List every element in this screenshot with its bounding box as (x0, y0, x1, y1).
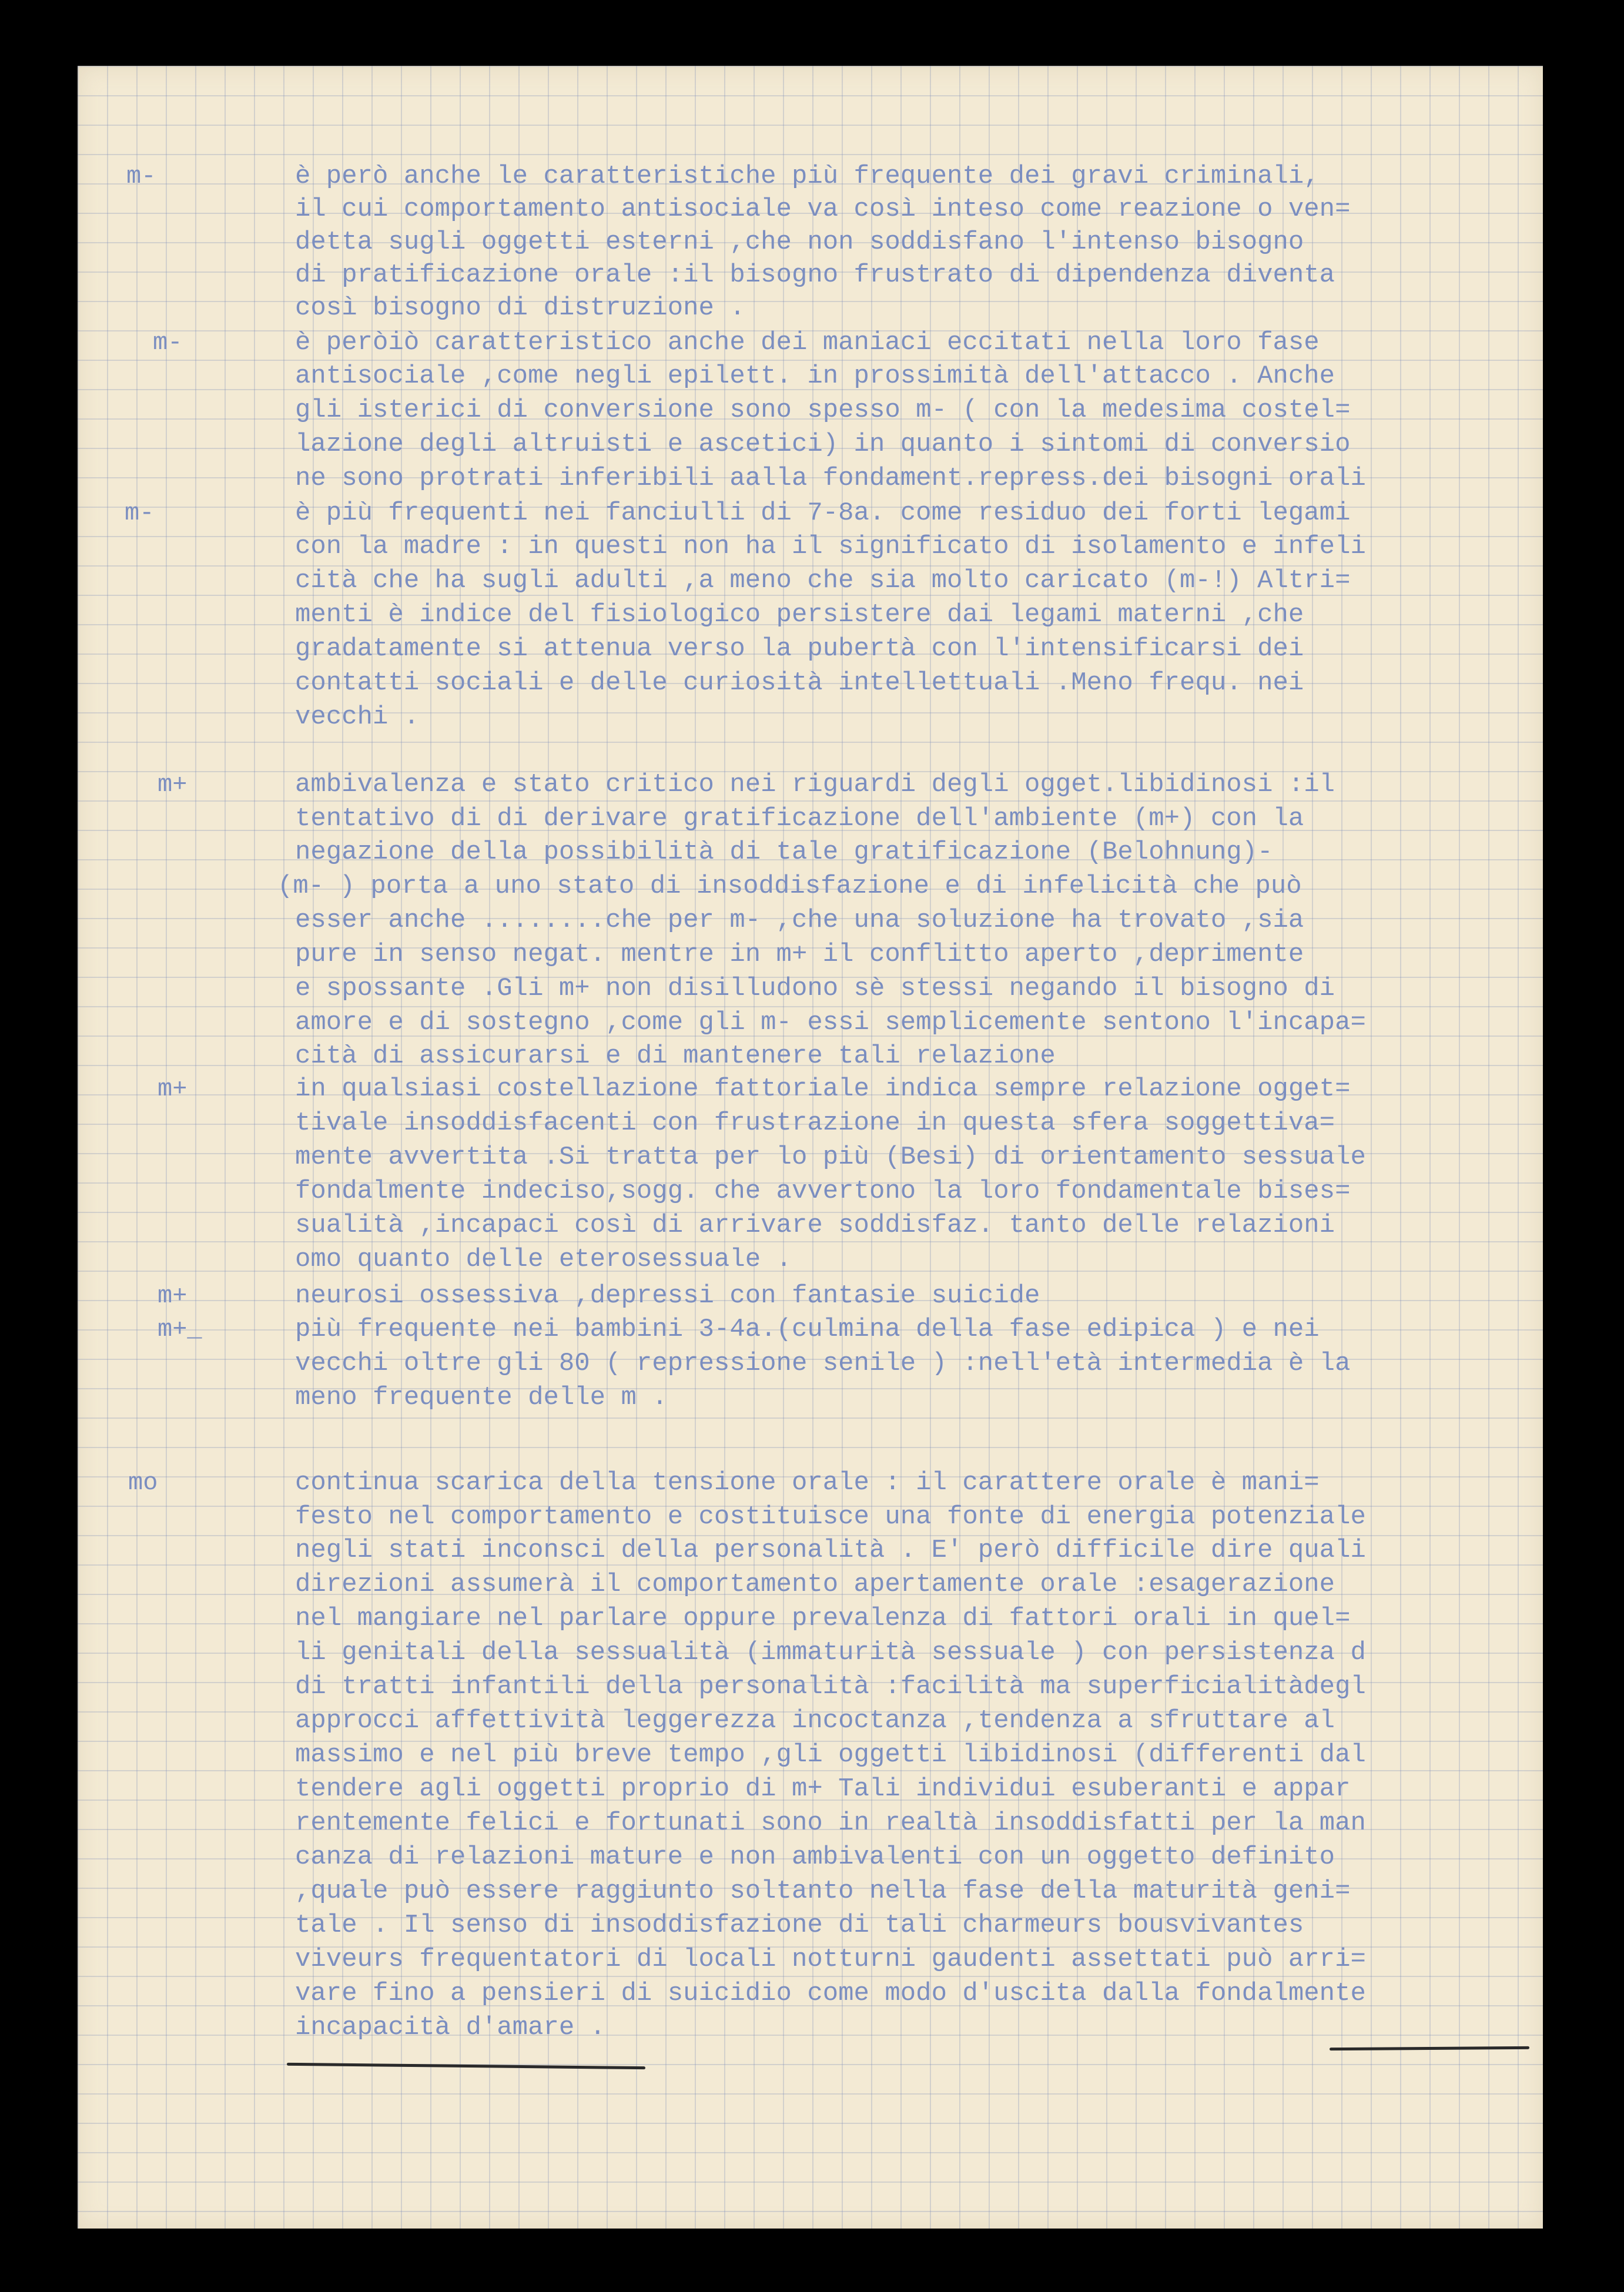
text-line: meno frequente delle m . (295, 1383, 668, 1412)
text-line: mente avvertita .Si tratta per lo più (Besi) di orientamento sessuale (295, 1142, 1366, 1172)
text-line: detta sugli oggetti esterni ,che non soddisfano l'intenso bisogno (295, 227, 1304, 257)
text-line: vecchi oltre gli 80 ( repressione senile ) :nell'età intermedia è la (295, 1349, 1351, 1378)
text-line: direzioni assumerà il comportamento apertamente orale :esagerazione (295, 1570, 1335, 1599)
text-line: amore e di sostegno ,come gli m- essi semplicemente sentono l'incapa= (295, 1008, 1366, 1037)
text-line: neurosi ossessiva ,depressi con fantasie suicide (295, 1281, 1040, 1311)
text-line: tentativo di di derivare gratificazione dell'ambiente (m+) con la (295, 804, 1304, 833)
text-line: incapacità d'amare . (295, 2013, 606, 2042)
text-line: più frequente nei bambini 3-4a.(culmina della fase edipica ) e nei (295, 1315, 1320, 1344)
text-line: con la madre : in questi non ha il significato di isolamento e infeli (295, 532, 1366, 561)
text-line: cità di assicurarsi e di mantenere tali relazione (295, 1041, 1056, 1071)
text-line: esser anche ........che per m- ,che una soluzione ha trovato ,sia (295, 906, 1304, 935)
text-line: continua scarica della tensione orale : il carattere orale è mani= (295, 1468, 1320, 1497)
text-line: di tratti infantili della personalità :facilità ma superficialitàdegl (295, 1672, 1366, 1701)
text-line: ,quale può essere raggiunto soltanto nella fase della maturità geni= (295, 1877, 1351, 1906)
text-line: così bisogno di distruzione . (295, 293, 745, 323)
text-line: festo nel comportamento e costituisce una fonte di energia potenziale (295, 1502, 1366, 1532)
text-line: vare fino a pensieri di suicidio come modo d'uscita dalla fondalmente (295, 1979, 1366, 2008)
text-line: (m- ) porta a uno stato di insoddisfazione e di infelicità che può (277, 872, 1302, 901)
text-line: vecchi . (295, 702, 420, 732)
margin-mark: m- (125, 499, 155, 527)
text-line: pure in senso negat. mentre in m+ il conflitto aperto ,deprimente (295, 940, 1304, 969)
text-line: è più frequenti nei fanciulli di 7-8a. come residuo dei forti legami (295, 498, 1351, 528)
text-line: canza di relazioni mature e non ambivalenti con un oggetto definito (295, 1842, 1335, 1872)
text-line: cità che ha sugli adulti ,a meno che sia molto caricato (m-!) Altri= (295, 566, 1351, 595)
text-line: è peròiò caratteristico anche dei maniaci eccitati nella loro fase (295, 328, 1320, 357)
text-line: rentemente felici e fortunati sono in realtà insoddisfatti per la man (295, 1808, 1366, 1838)
margin-mark: m- (153, 329, 183, 357)
text-line: omo quanto delle eterosessuale . (295, 1245, 792, 1274)
text-line: massimo e nel più breve tempo ,gli oggetti libidinosi (differenti dal (295, 1740, 1366, 1770)
margin-mark: m- (126, 162, 156, 190)
text-line: negli stati inconsci della personalità . E' però difficile dire quali (295, 1536, 1366, 1565)
text-line: sualità ,incapaci così di arrivare soddisfaz. tanto delle relazioni (295, 1211, 1335, 1240)
text-line: tendere agli oggetti proprio di m+ Tali individui esuberanti e appar (295, 1774, 1351, 1804)
text-line: gli isterici di conversione sono spesso m- ( con la medesima costel= (295, 396, 1351, 425)
text-line: viveurs frequentatori di locali notturni gaudenti assettati può arri= (295, 1945, 1366, 1974)
text-line: fondalmente indeciso,sogg. che avvertono la loro fondamentale bises= (295, 1177, 1351, 1206)
text-line: antisociale ,come negli epilett. in prossimità dell'attacco . Anche (295, 361, 1335, 391)
text-line: lazione degli altruisti e ascetici) in quanto i sintomi di conversio (295, 430, 1351, 459)
margin-mark: m+ (158, 1282, 187, 1310)
text-line: tivale insoddisfacenti con frustrazione in questa sfera soggettiva= (295, 1108, 1335, 1138)
margin-mark: mo (128, 1469, 158, 1497)
text-line: è però anche le caratteristiche più frequente dei gravi criminali, (295, 162, 1320, 191)
margin-mark: m+_ (158, 1315, 202, 1343)
text-line: ambivalenza e stato critico nei riguardi degli ogget.libidinosi :il (295, 770, 1335, 799)
text-line: il cui comportamento antisociale va così inteso come reazione o ven= (295, 195, 1351, 224)
text-line: e spossante .Gli m+ non disilludono sè stessi negando il bisogno di (295, 974, 1335, 1003)
text-line: gradatamente si attenua verso la pubertà con l'intensificarsi dei (295, 634, 1304, 664)
margin-mark: m+ (158, 770, 187, 799)
text-line: ne sono protrati inferibili aalla fondament.repress.dei bisogni orali (295, 464, 1366, 493)
text-line: menti è indice del fisiologico persistere dai legami materni ,che (295, 600, 1304, 629)
margin-mark: m+ (158, 1075, 187, 1103)
text-line: in qualsiasi costellazione fattoriale indica sempre relazione ogget= (295, 1074, 1351, 1104)
text-line: li genitali della sessualità (immaturità sessuale ) con persistenza d (295, 1638, 1366, 1667)
text-line: nel mangiare nel parlare oppure prevalenza di fattori orali in quel= (295, 1604, 1351, 1633)
text-line: negazione della possibilità di tale gratificazione (Belohnung)- (295, 837, 1273, 867)
text-line: approcci affettività leggerezza incoctanza ,tendenza a sfruttare al (295, 1706, 1335, 1735)
text-line: contatti sociali e delle curiosità intellettuali .Meno frequ. nei (295, 668, 1304, 698)
text-line: tale . Il senso di insoddisfazione di tali charmeurs bousvivantes (295, 1911, 1304, 1940)
text-line: di pratificazione orale :il bisogno frustrato di dipendenza diventa (295, 260, 1335, 290)
